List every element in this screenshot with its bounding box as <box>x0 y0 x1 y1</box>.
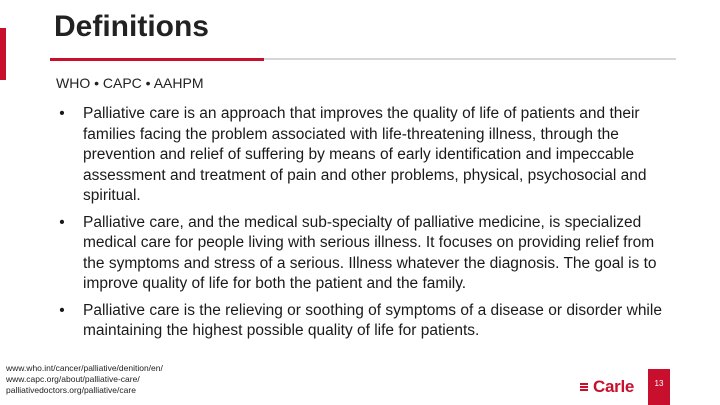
carle-logo <box>580 376 640 398</box>
source-who-link[interactable]: www.who.int/cancer/palliative/denition/en/ <box>6 363 163 373</box>
source-aahpm-link[interactable]: palliativedoctors.org/palliative/care <box>6 385 136 395</box>
accent-bar <box>0 28 6 80</box>
definition-capc <box>56 213 676 295</box>
carle-logo-text: Carle <box>593 377 635 396</box>
bullet-icon: • <box>59 213 65 231</box>
definitions-list <box>56 104 676 348</box>
source-capc-link[interactable]: www.capc.org/about/palliative-care/ <box>6 374 140 384</box>
slide-title: Definitions <box>54 10 209 43</box>
title-underline-rule <box>264 58 676 60</box>
carle-logo-mark-icon <box>580 381 592 393</box>
definition-text: Palliative care is the relieving or soothing of symptoms of a disease or disorder while maintaining the highest possible quality of life for patients. <box>83 301 662 339</box>
definition-text: Palliative care, and the medical sub-specialty of palliative medicine, is specialized medical care for people living with serious illness. It focuses on providing relief from the symptoms and stress of a serious. Illness whatever the diagnosis. The goal is to improve quality of life for both the patient and the family. <box>83 213 657 292</box>
definition-who <box>56 104 676 207</box>
bullet-icon: • <box>59 301 65 319</box>
source-links <box>6 363 163 396</box>
title-underline-accent <box>50 58 264 61</box>
page-number-badge: 13 <box>648 369 670 405</box>
slide-subtitle: WHO • CAPC • AAHPM <box>56 75 204 91</box>
bullet-icon: • <box>59 105 65 122</box>
definition-text: Palliative care is an approach that improves the quality of life of patients and their families facing the problem associated with life-threatening illness, through the prevention and relief of suffering by means of early identification and impeccable assessment and treatment of pain and other problems, physical, psychosocial and spiritual. <box>83 105 647 204</box>
definition-aahpm <box>56 301 676 342</box>
